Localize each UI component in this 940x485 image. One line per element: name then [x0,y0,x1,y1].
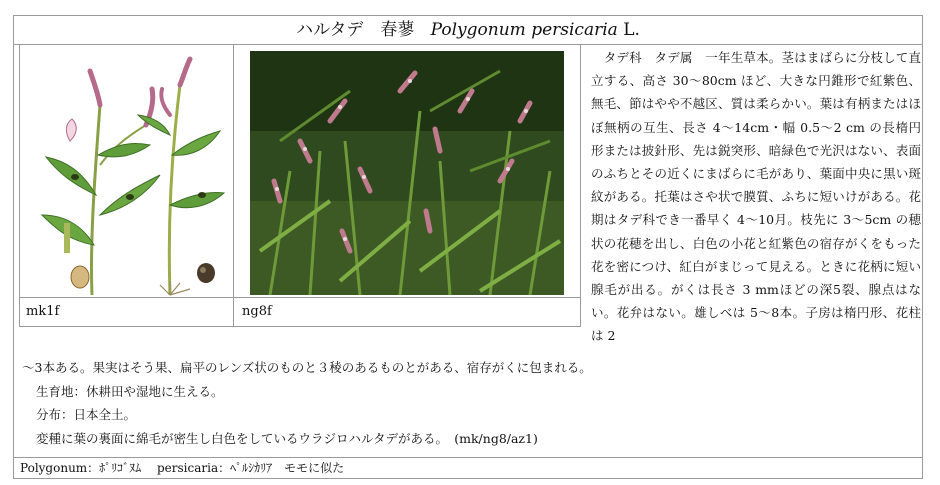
botanical-illustration [20,45,232,297]
caption-row [20,297,580,326]
author-abbrev: L. [623,20,640,40]
page-frame [13,15,923,479]
body-text [22,356,912,450]
page-title [14,16,922,45]
photo-caption: ng8f [242,304,272,319]
illustration-caption: mk1f [20,298,234,326]
japanese-name: ハルタデ 春蓼 [296,20,415,40]
etymology-footer: Polygonum：ﾎﾟﾘｺﾞﾇﾑ persicaria：ﾍﾟﾙｼｶﾘｱ モモに似た [14,457,922,479]
variety-line: 変種に葉の裏面に綿毛が密生し白色をしているウラジロハルタデがある。 (mk/ng8/az1) [36,430,538,446]
description-text [591,46,921,348]
field-photo [250,51,564,295]
distribution-line: 分布：日本全土。 [36,407,137,422]
description-paragraph: タデ科 タデ属 一年生草本。茎はまばらに分枝して直立する、高さ 30～80cm ほど、大きな円錐形で紅紫色、無毛、節はやや不越区、質は柔らかい。葉は有柄またはほぼ無柄の互生、長さ 4～14cm・幅 0.5～2 cm の長楕円形または披針形、先は鋭突形、暗緑色で光沢はない、表面のふちとその近くにまばらに毛があり、葉面中央に黒い斑紋がある。托葉はさや状で膜質、ふちに短いけがある。花期はタデ科でき一番早く 4～10月。枝先に 3～5cm の穂状の花穂を出し、白色の小花と紅紫色の宿存がくをもった花を密につけ、紅白がまじって見える。ときに花柄に短い腺毛が出る。がくは長さ 3 mmほどの深5裂、腺点はない。花弁はない。雄しべは 5～8本。子房は楕円形、花柱は 2 [591,50,921,344]
image-table [19,44,581,327]
latin-name: Polygonum persicaria [430,20,618,40]
habitat-line: 生育地：休耕田や湿地に生える。 [36,383,224,399]
body-line-1: ～3本ある。果実はそう果、扁平のレンズ状のものと３稜のあるものとがある、宿存がくに包まれる。 [22,360,592,375]
field-photo-cell [234,45,580,297]
botanical-illustration-cell [20,45,234,297]
